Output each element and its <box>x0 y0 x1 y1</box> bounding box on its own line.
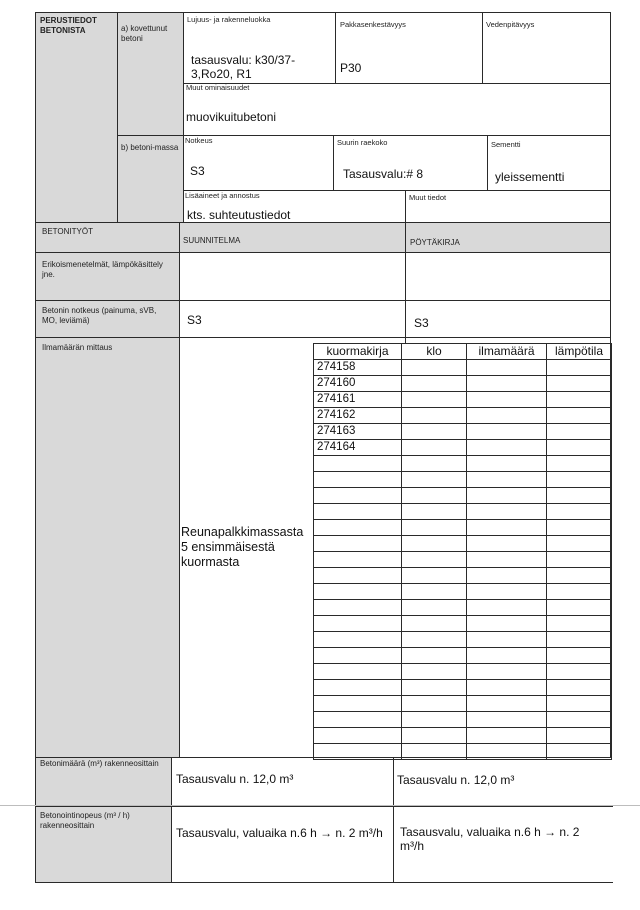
field-label-raekoko: Suurin raekoko <box>337 138 388 147</box>
table-row <box>314 728 612 744</box>
row-label-betonimaara: Betonimäärä (m³) rakenneosittain <box>40 759 159 768</box>
table-row <box>314 408 612 424</box>
rule <box>487 135 488 190</box>
rule <box>333 135 334 190</box>
field-value-lujuus: tasausvalu: k30/37-3,Ro20, R1 <box>191 53 296 81</box>
field-value-pakkas: P30 <box>340 61 362 75</box>
field-label-pakkas: Pakkasenkestävyys <box>340 20 406 29</box>
row-label-betonimassa: b) betoni-massa <box>121 143 179 152</box>
section-label-betonityot: BETONITYÖT <box>42 227 93 236</box>
row-label-ilmamaara: Ilmamäärän mittaus <box>42 343 113 352</box>
rule <box>405 190 406 222</box>
kuormakirja-cell: 274162 <box>314 408 402 424</box>
field-value-raekoko: Tasausvalu:# 8 <box>343 167 424 181</box>
row-label-erikois: Erikoismenetelmät, lämpökäsittely jne. <box>42 260 163 279</box>
label-column-shade <box>35 252 179 757</box>
table-row <box>314 472 612 488</box>
betonointinopeus-plan: Tasausvalu, valuaika n.6 h → n. 2 m³/h <box>176 826 383 840</box>
table-row <box>314 648 612 664</box>
table-row <box>314 744 612 760</box>
table-row <box>314 680 612 696</box>
table-row <box>314 552 612 568</box>
column-header-ilmamaara: ilmamäärä <box>467 344 547 360</box>
field-value-lisaaineet: kts. suhteutustiedot <box>187 208 291 222</box>
rule <box>171 757 172 883</box>
field-label-notkeus: Notkeus <box>185 136 213 145</box>
table-row <box>314 568 612 584</box>
betonimaara-record: Tasausvalu n. 12,0 m³ <box>397 773 515 787</box>
section-shade-perustiedot <box>35 12 117 222</box>
table-row <box>314 712 612 728</box>
table-row <box>314 424 612 440</box>
rule <box>482 12 483 83</box>
notkeus-record: S3 <box>414 316 429 330</box>
kuormakirja-cell: 274160 <box>314 376 402 392</box>
table-row <box>314 696 612 712</box>
row-label-notkeus: Betonin notkeus (painuma, sVB, MO, leviämä) <box>42 306 157 325</box>
rule <box>35 12 36 883</box>
kuormakirja-cell: 274161 <box>314 392 402 408</box>
rule <box>35 222 611 223</box>
rule <box>179 222 180 757</box>
betonimaara-plan: Tasausvalu n. 12,0 m³ <box>176 772 294 786</box>
rule <box>405 222 406 343</box>
kuormakirja-cell: 274164 <box>314 440 402 456</box>
rule <box>117 12 118 222</box>
field-label-muut-tiedot: Muut tiedot <box>409 193 447 202</box>
rule <box>35 12 611 13</box>
field-value-notkeus: S3 <box>190 164 205 178</box>
rule <box>393 757 394 883</box>
ilma-measurement-table <box>313 343 612 760</box>
betonointinopeus-record: Tasausvalu, valuaika n.6 h → n. 2 m³/h <box>400 825 580 853</box>
table-row <box>314 584 612 600</box>
row-label-kovettunut: a) kovettunut betoni <box>121 24 168 43</box>
field-value-muut-ominaisuudet: muovikuitubetoni <box>186 110 277 124</box>
column-header-kuormakirja: kuormakirja <box>314 344 402 360</box>
field-label-lujuus: Lujuus- ja rakenneluokka <box>187 15 271 24</box>
table-row <box>314 600 612 616</box>
table-row <box>314 664 612 680</box>
column-header-lampotila: lämpötila <box>547 344 612 360</box>
field-label-lisaaineet: Lisäaineet ja annostus <box>185 191 260 200</box>
table-row <box>314 616 612 632</box>
table-row <box>314 632 612 648</box>
table-row <box>314 360 612 376</box>
table-row <box>314 392 612 408</box>
rule <box>35 806 613 807</box>
table-row <box>314 376 612 392</box>
column-header-poytakirja: PÖYTÄKIRJA <box>410 238 460 247</box>
table-row <box>314 520 612 536</box>
ilma-plan: Reunapalkkimassasta 5 ensimmäisestä kuormasta <box>181 525 304 569</box>
rule <box>35 337 611 338</box>
row-label-betonointinopeus: Betonointinopeus (m³ / h) rakenneosittain <box>40 811 130 830</box>
notkeus-plan: S3 <box>187 313 202 327</box>
rule <box>35 882 613 883</box>
rule <box>35 252 611 253</box>
field-label-veden: Vedenpitävyys <box>486 20 535 29</box>
table-row <box>314 536 612 552</box>
section-shade-subrows <box>117 12 183 222</box>
field-value-sementti: yleissementti <box>495 170 565 184</box>
field-label-sementti: Sementti <box>491 140 521 149</box>
table-row <box>314 504 612 520</box>
section-label-perustiedot: PERUSTIEDOT BETONISTA <box>40 16 97 35</box>
scan-crease <box>0 805 640 806</box>
rule <box>335 12 336 83</box>
kuormakirja-cell: 274163 <box>314 424 402 440</box>
rule <box>35 300 611 301</box>
field-label-muut-ominaisuudet: Muut ominaisuudet <box>186 83 250 92</box>
table-row <box>314 440 612 456</box>
column-header-suunnitelma: SUUNNITELMA <box>183 236 241 245</box>
table-row <box>314 488 612 504</box>
column-header-klo: klo <box>402 344 467 360</box>
table-row <box>314 456 612 472</box>
kuormakirja-cell: 274158 <box>314 360 402 376</box>
